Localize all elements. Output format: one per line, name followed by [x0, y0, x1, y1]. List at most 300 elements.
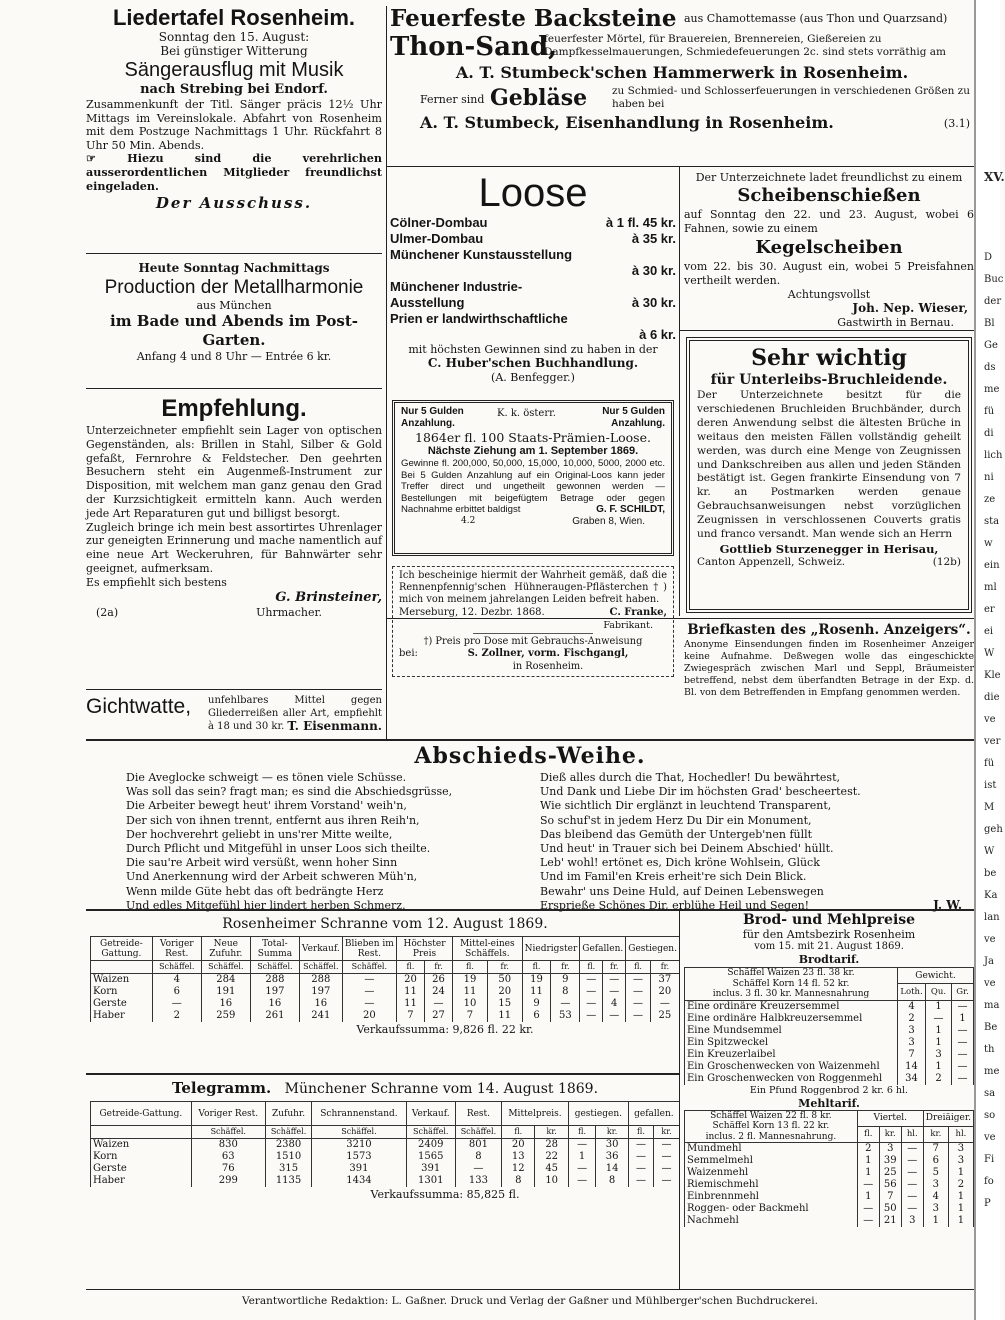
telegramm-cell: 801 [455, 1139, 501, 1152]
lotto-country: K. k. österr. [497, 408, 556, 419]
gicht-sign: T. Eisenmann. [287, 719, 382, 733]
telegramm-unit: kr. [535, 1126, 568, 1139]
schranne-cell: 19 [522, 974, 551, 987]
mehl-cell: 39 [879, 1155, 901, 1167]
schranne-cell: Haber [91, 1010, 153, 1022]
brod-cell: — [952, 1049, 974, 1061]
brod-cell: 1 [926, 1061, 952, 1073]
telegramm-cell: 315 [265, 1163, 311, 1175]
divider [679, 330, 974, 331]
schranne-unit: fr. [650, 961, 679, 974]
brod-cell: 7 [898, 1049, 926, 1061]
mehl-cell: 56 [879, 1179, 901, 1191]
schranne-header: Voriger Rest. [152, 937, 201, 961]
schranne-cell: 288 [250, 974, 299, 987]
telegramm-table [90, 1101, 680, 1187]
footer-imprint: Verantwortliche Redaktion: L. Gaßner. Druck und Verlag der Gaßner und Mühlberger'schen Buchdruckerei. [242, 1295, 818, 1307]
lotto-sign: G. F. SCHILDT, [596, 503, 665, 515]
schranne-cell: 16 [201, 998, 250, 1010]
telegramm-cell: 830 [191, 1139, 265, 1152]
mehl-dreiaeiger: Dreiäiger. [923, 1110, 973, 1126]
lotto-anzahlung-right: Nur 5 Gulden Anzahlung. [602, 406, 665, 429]
empfehlung-sign: G. Brinsteiner, [275, 589, 382, 605]
schranne-cell: 11 [396, 998, 424, 1010]
telegramm-cell: Haber [91, 1175, 192, 1187]
divider [86, 909, 974, 911]
bruch-text: Der Unterzeichnete besitzt für die verschiedenen Bruchleiden Bruchbänder, durch deren Anwendung selbst die ältesten Brüche in weitaus den meisten Fällen vollständig geheilt werden, was durch eine Menge von Zeugnissen und Dankschreiben aus allen und jeden Ständen bestätigt ist. Gegen frankirte Einsendung von 7 kr. an Postmarken werden genaue Gebrauchsanweisungen nebst vorzüglichen Zeugnissen in verschlossenen Couverts gratis und franco versandt. Man wende sich an Herrn [697, 389, 961, 541]
brod-cell: 1 [926, 1025, 952, 1037]
brod-row [685, 1025, 974, 1037]
edge-fragment: ze [984, 494, 996, 505]
edge-fragment: th [984, 1044, 995, 1055]
schranne-cell: 9 [551, 974, 580, 987]
schranne-cell: — [603, 974, 626, 987]
telegramm-unit: fl. [502, 1126, 535, 1139]
next-page-edge [974, 0, 1005, 1320]
bruch-sign: Gottlieb Sturzenegger in Herisau, [719, 541, 939, 556]
liedertafel-body: Zusammenkunft der Titl. Sänger präcis 12½ Uhr Mittags im Vereinslokale. Abfahrt von Rosenheim mit dem Postzuge Nachmittags 1 Uhr. Rückfahrt 8 Uhr 50 Min. Abends. [86, 98, 382, 152]
lotto-ref: 4.2 [461, 515, 476, 526]
edge-fragment: ist [984, 780, 997, 791]
telegramm-cell: 2409 [406, 1139, 455, 1152]
telegramm-cell: 8 [502, 1175, 535, 1187]
schranne-header: Mittel-eines Schäffels. [453, 937, 523, 961]
brod-head-line: Schäffel Korn 14 fl. 52 kr. [732, 978, 850, 989]
liedertafel-dest: nach Strebing bei Endorf. [140, 82, 328, 97]
schranne-cell: 27 [425, 1010, 453, 1022]
hueneraugen-sign: C. Franke, [609, 606, 667, 618]
left-column [86, 5, 382, 733]
loose-ad [390, 171, 676, 384]
poem-line: Die Arbeiter bewegt heut' ihrem Vorstand' weih'n, [126, 799, 407, 813]
telegramm-cell: Gerste [91, 1163, 192, 1175]
schranne-cell: 191 [201, 986, 250, 998]
poem-line: So schuf'st in jedem Herz Du Dir ein Monument, [540, 813, 812, 827]
telegramm-cell: — [654, 1163, 680, 1175]
telegramm-header: gestiegen. [568, 1102, 628, 1126]
telegramm-cell: — [568, 1163, 595, 1175]
poem-line: Der sich von ihnen trennt, entfernt aus ihren Reih'n, [126, 813, 420, 827]
schranne-cell: 15 [487, 998, 522, 1010]
poem-left [126, 771, 506, 913]
schranne-cell: 26 [425, 974, 453, 987]
edge-fragment: P [984, 1198, 991, 1209]
empfehlung-p1: Unterzeichneter empfiehlt sein Lager von optischen Gegenständen, als: Brillen in Stahl, Silber & Gold gefaßt, Fernrohre & Feldstecher. Den geehrten Besuchern steht ein Augenmeß-Instrument zur Disposition, mit welchem man ganz genau den Grad der Kurzsichtigkeit ermitteln kann. Auch werden jede Art Reparaturen gut und billigst besorgt. [86, 424, 382, 520]
mehl-cell: 1 [948, 1167, 973, 1179]
mehl-cell: 2 [948, 1179, 973, 1191]
mehl-head-line: Schäffel Waizen 22 fl. 8 kr. [710, 1110, 832, 1121]
telegramm-cell: 28 [535, 1139, 568, 1152]
poem-line: Was soll das sein? fragt man; es sind die Abschiedsgrüsse, [126, 785, 453, 799]
schranne-cell: 261 [250, 1010, 299, 1022]
mehl-cell: 1 [923, 1215, 948, 1227]
kegelscheiben-title: Kegelscheiben [755, 237, 903, 258]
divider [86, 1289, 974, 1290]
telegramm-header: Mittelpreis. [502, 1102, 569, 1126]
schranne-cell: 2 [152, 1010, 201, 1022]
scheiben-line3: auf Sonntag den 22. und 23. August, wobei 6 Fahnen, sowie zu einem [684, 208, 974, 235]
edge-fragment: fo [984, 1176, 994, 1187]
schranne-unit: Schäffel. [342, 961, 396, 974]
telegramm-unit [91, 1126, 192, 1139]
schranne-unit: Schäffel. [152, 961, 201, 974]
schranne-header: Neue Zufuhr. [201, 937, 250, 961]
briefkasten-title: Briefkasten des „Rosenh. Anzeigers“. [687, 622, 971, 638]
mehl-cell: Semmelmehl [685, 1155, 858, 1167]
telegramm-cell: 8 [596, 1175, 628, 1187]
brod-cell: Eine ordinäre Halbkreuzersemmel [685, 1013, 898, 1025]
metall-line3: aus München [196, 299, 272, 312]
schranne-cell: — [342, 986, 396, 998]
telegramm-cell: 45 [535, 1163, 568, 1175]
loose-row-name: Ulmer-Dombau [390, 231, 484, 246]
brod-tarif: Brodtarif. [798, 953, 860, 966]
divider [86, 689, 382, 690]
brod-cell: — [952, 1061, 974, 1073]
lotto-anzahlung-left: Nur 5 Gulden Anzahlung. [401, 406, 464, 429]
mehl-row [685, 1191, 974, 1203]
mehl-cell: — [857, 1215, 879, 1227]
edge-fragment: ma [984, 1000, 1000, 1011]
telegramm-cell: 391 [312, 1163, 406, 1175]
poem-line: Und im Famil'en Kreis erheit're sich Dein Blick. [540, 870, 807, 884]
brod-row [685, 1073, 974, 1085]
schranne-cell: — [342, 998, 396, 1010]
mehl-col: kr. [879, 1126, 901, 1142]
bruch-ref: (12b) [932, 555, 961, 568]
telegramm-cell: — [628, 1151, 653, 1163]
edge-fragment: so [984, 1110, 996, 1121]
schranne-header: Niedrigster [522, 937, 580, 961]
poem-line: Die sau're Arbeit wird versüßt, wenn hoher Sinn [126, 856, 398, 870]
edge-fragment: Bl [984, 318, 995, 329]
brod-col: Gr. [952, 984, 974, 1000]
poem-line: Ersprieße Schönes Dir, erblühe Heil und Segen! [540, 898, 810, 912]
liedertafel-note: ☞ Hiezu sind die verehrlichen ausserordentlichen Mitglieder freundlichst eingeladen. [86, 151, 382, 193]
edge-fragment: Buc [984, 274, 1004, 285]
edge-fragment: W [984, 846, 995, 857]
column-rule [679, 166, 680, 616]
mehl-cell: — [857, 1203, 879, 1215]
edge-fragment: ein [984, 560, 1000, 571]
schranne-cell: — [626, 974, 651, 987]
mehl-viertel: Viertel. [857, 1110, 923, 1126]
divider [86, 1073, 679, 1075]
hueneraugen-loc: in Rosenheim. [512, 660, 584, 672]
loose-row-name: Cölner-Dombau [390, 215, 488, 230]
gicht-title: Gichtwatte, [86, 695, 192, 718]
mehl-row [685, 1215, 974, 1227]
edge-fragment: Kle [984, 670, 1001, 681]
loose-row-name: Münchener Kunstausstellung [390, 247, 573, 262]
telegramm-header: Voriger Rest. [191, 1102, 265, 1126]
edge-fragment: M [984, 802, 995, 813]
mehl-cell: Waizenmehl [685, 1167, 858, 1179]
edge-fragment: ve [984, 714, 996, 725]
metall-line5: Anfang 4 und 8 Uhr — Entrée 6 kr. [136, 350, 332, 363]
telegramm-unit: Schäffel. [455, 1126, 501, 1139]
mehl-cell: 3 [923, 1179, 948, 1191]
telegramm-cell: 22 [535, 1151, 568, 1163]
schranne-cell: 241 [299, 1010, 342, 1022]
geblaese-title: Gebläse [490, 85, 588, 111]
mehl-row [685, 1167, 974, 1179]
telegramm-cell: — [654, 1151, 680, 1163]
schranne-unit: fr. [487, 961, 522, 974]
schranne-header: Gestiegen. [626, 937, 680, 961]
mehl-head-line: inclus. 2 fl. Mannesnahrung. [705, 1131, 837, 1142]
mehl-cell: 3 [901, 1215, 923, 1227]
schranne-cell: 11 [522, 986, 551, 998]
mehl-row [685, 1179, 974, 1191]
brod-cell: 4 [898, 1000, 926, 1013]
scheiben-title: Scheibenschießen [737, 185, 921, 206]
brod-head-line: inclus. 3 fl. 30 kr. Mannesnahrung [712, 989, 870, 999]
telegramm-row [91, 1175, 680, 1187]
scheiben-line6: Achtungsvollst [787, 288, 871, 301]
edge-fragment: ei [984, 626, 994, 637]
loose-row-price: à 1 fl. 45 kr. [605, 215, 676, 230]
telegramm-row [91, 1139, 680, 1152]
telegramm-unit: Schäffel. [191, 1126, 265, 1139]
telegramm-unit: kr. [654, 1126, 680, 1139]
schranne-unit: fl. [453, 961, 488, 974]
schranne-header: Blieben im Rest. [342, 937, 396, 961]
bruch-title: Sehr wichtig [751, 345, 907, 371]
geblaese-text: zu Schmied- und Schlosserfeuerungen in verschiedenen Größen zu haben bei [612, 85, 970, 110]
schranne-cell: 10 [453, 998, 488, 1010]
schranne-cell: 284 [201, 974, 250, 987]
edge-fragment: geh [984, 824, 1003, 835]
divider [86, 253, 382, 254]
schranne-cell: — [580, 1010, 603, 1022]
empfehlung-ref: (2a) [96, 605, 119, 619]
schranne-cell: — [650, 998, 679, 1010]
brod-cell: — [952, 1025, 974, 1037]
telegramm-cell: 36 [596, 1151, 628, 1163]
lotto-draw: Nächste Ziehung am 1. September 1869. [427, 445, 639, 457]
scheiben-sub: Gastwirth in Bernau. [837, 316, 954, 329]
divider [386, 166, 974, 167]
hueneraugen-note: †) Preis pro Dose mit Gebrauchs-Anweisung [423, 635, 643, 647]
hueneraugen-ad [392, 566, 674, 677]
schranne-cell: 16 [250, 998, 299, 1010]
mehl-rows [685, 1143, 974, 1228]
edge-fragment: der [984, 296, 1002, 307]
mehl-head-line: Schäffel Korn 13 fl. 22 kr. [712, 1121, 830, 1131]
edge-fragment: fü [984, 758, 995, 769]
brodpreise [684, 912, 974, 1227]
brod-sub1: für den Amtsbezirk Rosenheim [742, 928, 916, 941]
thonsand-text: feuerfester Mörtel, für Brauereien, Brennereien, Gießereien zu Dampfkesselmauerungen, Schmiedefeuerungen 2c. sind stets vorräthig am [544, 33, 946, 58]
brod-cell: 2 [926, 1073, 952, 1085]
schranne-cell: — [580, 998, 603, 1010]
telegramm-unit: fl. [568, 1126, 595, 1139]
schranne-cell: 20 [396, 974, 424, 987]
hueneraugen-sub: Fabrikant. [603, 619, 653, 631]
loose-row-price: à 30 kr. [631, 295, 676, 310]
telegramm-header: Verkauf. [406, 1102, 455, 1126]
mehl-cell: 3 [879, 1143, 901, 1156]
edge-fragment: ml [984, 582, 997, 593]
schranne-cell: 11 [487, 1010, 522, 1022]
schranne-header: Gefallen. [580, 937, 626, 961]
telegramm-rows [91, 1139, 680, 1188]
mehl-cell: Nachmehl [685, 1215, 858, 1227]
scheiben-sign: Joh. Nep. Wieser, [852, 301, 968, 315]
liedertafel-weather: Bei günstiger Witterung [160, 44, 308, 58]
telegramm-row [91, 1163, 680, 1175]
eisenhandlung-line: A. T. Stumbeck, Eisenhandlung in Rosenheim. [420, 113, 834, 132]
telegramm-cell: 20 [502, 1139, 535, 1152]
mehl-cell: 50 [879, 1203, 901, 1215]
backsteine-ref: (3.1) [943, 117, 970, 130]
edge-fragment: me [984, 384, 1000, 395]
telegramm-cell: 76 [191, 1163, 265, 1175]
telegramm-cell: 1301 [406, 1175, 455, 1187]
telegramm-title2: Münchener Schranne vom 14. August 1869. [284, 1081, 599, 1097]
schranne-header: Verkauf. [299, 937, 342, 961]
empfehlung-ad [86, 394, 382, 620]
brod-cell: 3 [926, 1049, 952, 1061]
telegramm-cell: 30 [596, 1139, 628, 1152]
telegramm-cell: Korn [91, 1151, 192, 1163]
gicht-text: unfehlbares Mittel gegen Gliederreißen aller Art, empfiehlt à 18 und 30 kr. [208, 695, 382, 732]
poem-line: Und heut' in Trauer sich bei Deinem Abschied' hüllt. [540, 842, 834, 856]
brod-cell: — [926, 1013, 952, 1025]
loose-row-price: à 30 kr. [631, 263, 676, 278]
schranne-cell: 4 [152, 974, 201, 987]
lotto-text: Gewinne fl. 200,000, 50,000, 15,000, 10,000, 5000, 2000 etc. Bei 5 Gulden Anzahlung auf ein Original-Loos kann jeder Treffer direct und ungetheilt gewonnen werden — Bestellungen mit beigefügtem Betrage oder gegen Nachnahme erbittet baldigst [401, 458, 665, 516]
schranne-cell: — [580, 986, 603, 998]
brod-cell: 1 [926, 1037, 952, 1049]
lotto-title: 1864er fl. 100 Staats-Prämien-Loose. [415, 430, 651, 445]
telegramm-cell: 14 [596, 1163, 628, 1175]
edge-fragment: sa [984, 1088, 996, 1099]
mehl-cell: 7 [923, 1143, 948, 1156]
liedertafel-title: Liedertafel Rosenheim. [112, 5, 356, 30]
brod-table [684, 967, 974, 1085]
schranne-table [90, 936, 680, 1022]
edge-fragment: di [984, 428, 994, 439]
brod-cell: 14 [898, 1061, 926, 1073]
edge-fragment: sta [984, 516, 1000, 527]
schranne-cell: 20 [342, 1010, 396, 1022]
telegramm-cell: 3210 [312, 1139, 406, 1152]
mehl-cell: Riemischmehl [685, 1179, 858, 1191]
brod-head [685, 968, 898, 1001]
schranne-cell: Gerste [91, 998, 153, 1010]
edge-fragment: fü [984, 406, 995, 417]
poem [86, 743, 974, 912]
schranne-header: Getreide-Gattung. [91, 937, 153, 961]
schranne-unit: fr. [551, 961, 580, 974]
telegramm-header: Rest. [455, 1102, 501, 1126]
edge-fragment: er [984, 604, 995, 615]
telegramm-unit: Schäffel. [265, 1126, 311, 1139]
mehl-col: hl. [901, 1126, 923, 1142]
telegramm-cell: 1135 [265, 1175, 311, 1187]
hueneraugen-place: Merseburg, 12. Dezbr. 1868. [399, 606, 545, 618]
telegramm-cell: — [628, 1163, 653, 1175]
mehl-cell: — [901, 1203, 923, 1215]
telegramm-cell: Waizen [91, 1139, 192, 1152]
loose-foot: mit höchsten Gewinnen sind zu haben in der [408, 343, 658, 356]
loose-row-price: à 35 kr. [631, 231, 676, 246]
telegramm-unit: Schäffel. [312, 1126, 406, 1139]
schranne-cell: — [626, 1010, 651, 1022]
mehl-col: kr. [923, 1126, 948, 1142]
telegramm-unit: kr. [596, 1126, 628, 1139]
schranne-cell: 11 [453, 986, 488, 998]
edge-fragment: D [984, 252, 993, 263]
telegramm-cell: 1510 [265, 1151, 311, 1163]
telegramm-cell: 133 [455, 1175, 501, 1187]
schranne-cell: 7 [453, 1010, 488, 1022]
telegramm-cell: — [455, 1163, 501, 1175]
mehl-col: hl. [948, 1126, 973, 1142]
edge-fragment: ds [984, 362, 996, 373]
mehl-cell: 1 [857, 1191, 879, 1203]
edge-fragment: be [984, 868, 997, 879]
schranne-cell: — [425, 998, 453, 1010]
schranne-row [91, 974, 680, 987]
schranne-cell: 6 [152, 986, 201, 998]
schranne-unit: fl. [522, 961, 551, 974]
mehl-cell: — [901, 1143, 923, 1156]
poem-line: Durch Pflicht und Mitgefühl in unser Loos sich theilte. [126, 842, 431, 856]
brod-col: Qu. [926, 984, 952, 1000]
mehl-cell: 1 [857, 1167, 879, 1179]
poem-sign: J. W. [933, 898, 962, 912]
briefkasten [684, 622, 974, 699]
schranne-cell: 53 [551, 1010, 580, 1022]
brod-cell: 1 [926, 1000, 952, 1013]
telegramm-cell: 12 [502, 1163, 535, 1175]
loose-row-name: Münchener Industrie-Ausstellung [390, 279, 523, 310]
schranne-cell: 16 [299, 998, 342, 1010]
brod-row [685, 1061, 974, 1073]
mehl-cell: 5 [923, 1167, 948, 1179]
telegramm-header: Schrannenstand. [312, 1102, 406, 1126]
schranne-cell: — [551, 998, 580, 1010]
mehl-cell: — [857, 1179, 879, 1191]
schranne-cell: 6 [522, 1010, 551, 1022]
ferner-text: Ferner sind [420, 93, 485, 106]
rosenheimer-schranne [90, 912, 680, 1038]
edge-fragment: ver [984, 736, 1001, 747]
schranne-cell: 197 [250, 986, 299, 998]
brod-head-line: Schäffel Waizen 23 fl. 38 kr. [727, 968, 855, 978]
brod-cell: Eine Mundsemmel [685, 1025, 898, 1037]
schranne-cell: 288 [299, 974, 342, 987]
edge-fragment: Ka [984, 890, 998, 901]
schranne-unit: Schäffel. [299, 961, 342, 974]
newspaper-page [86, 6, 974, 1310]
metallharmonie-ad [86, 260, 382, 363]
schranne-cell: — [152, 998, 201, 1010]
backsteine-material: aus Chamottemasse (aus Thon und Quarzsand) [684, 12, 948, 25]
brod-cell: — [952, 1000, 974, 1013]
telegramm-cell: 391 [406, 1163, 455, 1175]
schranne-cell: — [580, 974, 603, 987]
schranne-rows [91, 974, 680, 1023]
schranne-unit: fl. [626, 961, 651, 974]
schranne-cell: 4 [603, 998, 626, 1010]
bruch-subtitle: für Unterleibs-Bruchleidende. [710, 372, 948, 388]
schranne-cell: 20 [650, 986, 679, 998]
schranne-header: Total-Summa [250, 937, 299, 961]
